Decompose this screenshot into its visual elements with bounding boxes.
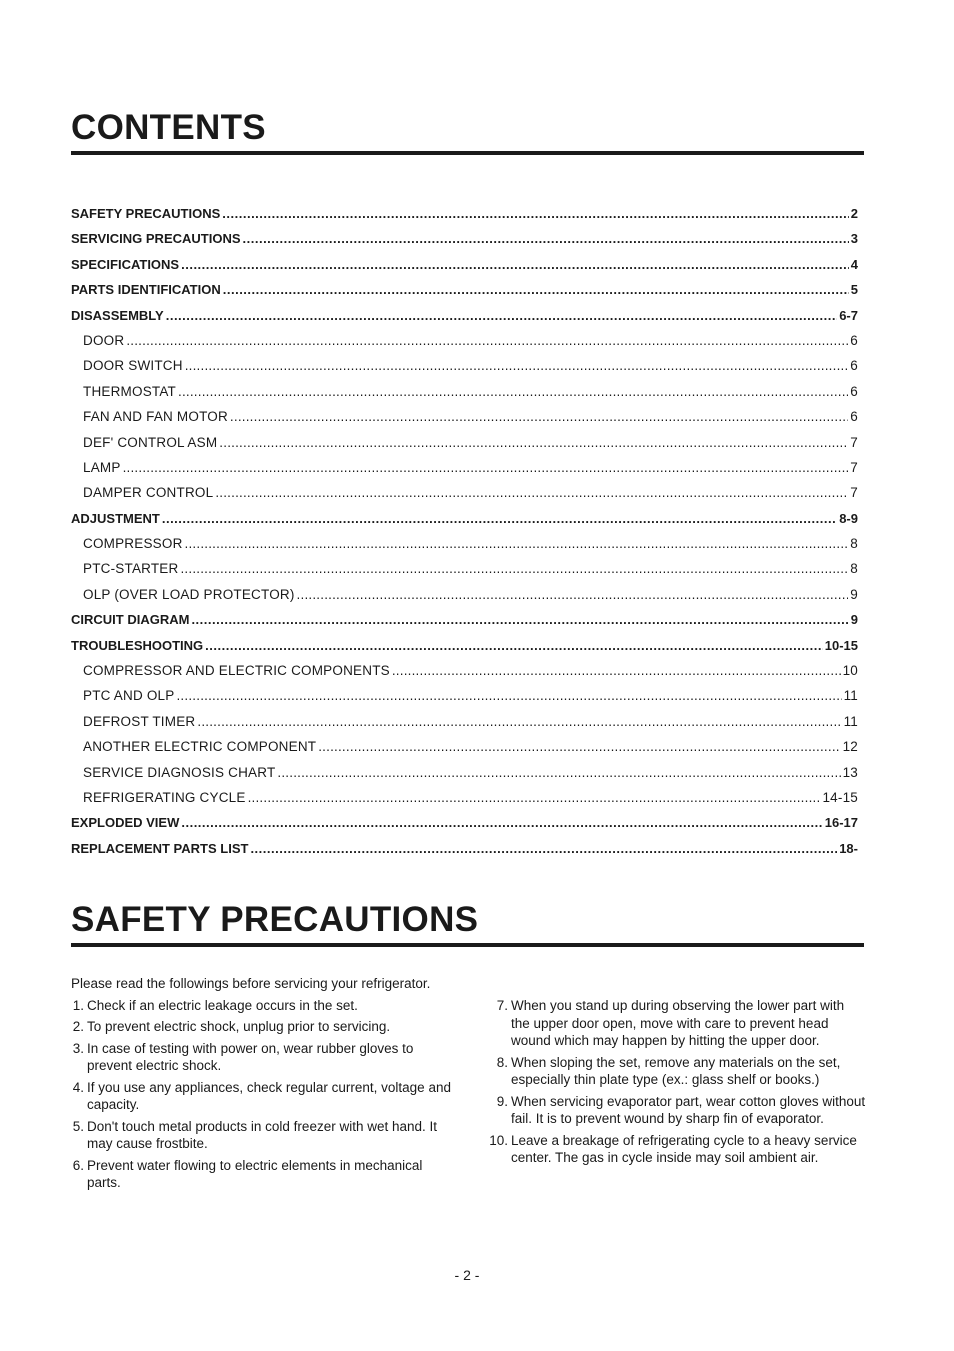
toc-entry-label: COMPRESSOR xyxy=(83,536,183,552)
toc-dot-leader xyxy=(162,511,837,526)
toc-dot-leader xyxy=(205,638,823,653)
safety-item-text: When sloping the set, remove any materials on the set, especially thin plate type (ex.: glass shelf or books.) xyxy=(511,1054,841,1087)
toc-entry-page: 8 xyxy=(850,561,858,577)
toc-entry xyxy=(71,460,858,485)
safety-item-number: 10. xyxy=(489,1132,508,1148)
toc-entry-page: 11 xyxy=(843,688,858,704)
toc-entry-label: DOOR xyxy=(83,332,125,348)
toc-entry xyxy=(71,841,858,866)
toc-entry-page: 18- xyxy=(839,840,858,856)
toc-entry-page: 10 xyxy=(842,663,858,679)
toc-entry-page: 6 xyxy=(850,383,858,399)
safety-item xyxy=(71,997,456,1015)
safety-left-column xyxy=(71,975,456,1196)
toc-entry-page: 6 xyxy=(850,358,858,374)
toc-entry-label: OLP (OVER LOAD PROTECTOR) xyxy=(83,586,295,602)
toc-entry-label: ADJUSTMENT xyxy=(71,510,160,526)
safety-item-number: 4. xyxy=(72,1079,84,1095)
toc-entry-label: DAMPER CONTROL xyxy=(83,485,214,501)
safety-item-number: 8. xyxy=(496,1054,508,1070)
toc-entry xyxy=(71,739,858,764)
safety-item xyxy=(71,1040,456,1075)
toc-entry-page: 6 xyxy=(850,409,858,425)
toc-entry-page: 4 xyxy=(850,256,858,272)
toc-dot-leader xyxy=(197,714,841,729)
toc-entry xyxy=(71,485,858,510)
toc-entry-page: 16-17 xyxy=(824,815,858,831)
contents-heading: CONTENTS xyxy=(71,110,864,155)
toc-entry-page: 7 xyxy=(850,459,858,475)
toc-dot-leader xyxy=(223,282,849,297)
toc-dot-leader xyxy=(180,561,848,576)
toc-dot-leader xyxy=(185,358,849,373)
safety-item xyxy=(486,1132,866,1167)
toc-entry-label: SPECIFICATIONS xyxy=(71,256,180,272)
toc-entry xyxy=(71,790,858,815)
toc-entry-label: COMPRESSOR AND ELECTRIC COMPONENTS xyxy=(83,663,390,679)
toc-entry xyxy=(71,815,858,840)
safety-precautions-heading: SAFETY PRECAUTIONS xyxy=(71,902,864,947)
toc-entry-page: 3 xyxy=(850,231,858,247)
toc-entry-page: 6-7 xyxy=(839,307,858,323)
toc-entry-page: 2 xyxy=(850,206,858,221)
toc-entry-page: 8 xyxy=(850,536,858,552)
toc-entry-label: REPLACEMENT PARTS LIST xyxy=(71,840,249,856)
page-number: - 2 - xyxy=(454,1267,480,1283)
safety-item-text: When servicing evaporator part, wear cotton gloves without fail. It is to prevent wound by sharp fin of evaporator. xyxy=(511,1093,866,1126)
toc-dot-leader xyxy=(215,485,848,500)
toc-entry-page: 7 xyxy=(850,434,858,450)
safety-item-text: When you stand up during observing the lower part with the upper door open, move with care to prevent head wound which may happen by hitting the upper door. xyxy=(511,998,845,1048)
safety-item-number: 2. xyxy=(72,1019,84,1034)
toc-entry xyxy=(71,612,858,637)
toc-dot-leader xyxy=(248,790,821,805)
toc-entry-label: TROUBLESHOOTING xyxy=(71,637,204,653)
safety-item-number: 1. xyxy=(72,997,84,1013)
toc-entry xyxy=(71,511,858,536)
toc-entry-label: DOOR SWITCH xyxy=(83,358,183,374)
safety-item xyxy=(486,1093,866,1128)
toc-entry-page: 7 xyxy=(850,485,858,501)
toc-entry xyxy=(71,435,858,460)
toc-entry-label: PTC-STARTER xyxy=(83,561,179,577)
toc-entry-label: REFRIGERATING CYCLE xyxy=(83,789,246,805)
toc-dot-leader xyxy=(191,612,848,627)
safety-item xyxy=(71,1118,456,1153)
toc-dot-leader xyxy=(243,231,849,246)
toc-entry-label: SAFETY PRECAUTIONS xyxy=(71,206,221,221)
toc-entry-page: 9 xyxy=(850,612,858,628)
toc-entry-label: SERVICE DIAGNOSIS CHART xyxy=(83,764,276,780)
toc-entry-label: DEFROST TIMER xyxy=(83,713,196,729)
safety-item-text: To prevent electric shock, unplug prior to servicing. xyxy=(87,1019,391,1034)
toc-entry-label: PARTS IDENTIFICATION xyxy=(71,282,221,298)
toc-dot-leader xyxy=(178,384,848,399)
safety-item-number: 6. xyxy=(72,1157,84,1173)
toc-entry-label: THERMOSTAT xyxy=(83,383,176,399)
safety-item xyxy=(71,1018,456,1036)
toc-entry-page: 12 xyxy=(842,739,858,755)
safety-item xyxy=(71,1079,456,1114)
toc-entry-page: 11 xyxy=(843,713,858,729)
toc-dot-leader xyxy=(219,435,848,450)
table-of-contents xyxy=(71,206,858,866)
toc-entry-page: 5 xyxy=(850,282,858,298)
toc-entry-label: PTC AND OLP xyxy=(83,688,175,704)
toc-dot-leader xyxy=(277,765,840,780)
safety-item-text: Check if an electric leakage occurs in the set. xyxy=(87,997,358,1013)
toc-entry xyxy=(71,282,858,307)
toc-entry xyxy=(71,206,858,231)
toc-entry-label: CIRCUIT DIAGRAM xyxy=(71,612,190,628)
safety-list-right xyxy=(486,997,866,1167)
toc-dot-leader xyxy=(176,688,841,703)
safety-item-number: 5. xyxy=(72,1118,84,1134)
toc-entry xyxy=(71,663,858,688)
safety-intro: Please read the followings before servicing your refrigerator. xyxy=(71,976,431,991)
toc-entry xyxy=(71,257,858,282)
safety-item-number: 7. xyxy=(496,998,508,1013)
safety-item xyxy=(486,997,866,1050)
toc-dot-leader xyxy=(181,257,849,272)
safety-item-text: Prevent water flowing to electric elements in mechanical parts. xyxy=(87,1157,423,1190)
toc-entry-page: 10-15 xyxy=(824,637,858,653)
safety-item-text: If you use any appliances, check regular current, voltage and capacity. xyxy=(87,1079,451,1112)
toc-entry-label: FAN AND FAN MOTOR xyxy=(83,409,228,425)
safety-list-left xyxy=(71,997,456,1192)
safety-item-number: 3. xyxy=(72,1040,84,1056)
toc-dot-leader xyxy=(230,409,848,424)
safety-item-text: Leave a breakage of refrigerating cycle to a heavy service center. The gas in cycle inside may soil ambient air. xyxy=(511,1132,857,1165)
toc-entry-label: LAMP xyxy=(83,459,121,475)
toc-entry-page: 8-9 xyxy=(839,510,858,526)
toc-entry xyxy=(71,587,858,612)
safety-item xyxy=(71,1157,456,1192)
toc-entry xyxy=(71,561,858,586)
toc-entry xyxy=(71,308,858,333)
toc-entry-label: DISASSEMBLY xyxy=(71,307,164,323)
safety-right-column xyxy=(486,997,866,1171)
toc-entry-page: 9 xyxy=(850,586,858,602)
toc-entry xyxy=(71,231,858,256)
toc-dot-leader xyxy=(222,206,848,221)
toc-entry-label: SERVICING PRECAUTIONS xyxy=(71,231,241,247)
toc-dot-leader xyxy=(250,841,837,856)
toc-entry xyxy=(71,333,858,358)
toc-dot-leader xyxy=(166,308,837,323)
toc-dot-leader xyxy=(185,536,849,551)
toc-entry xyxy=(71,409,858,434)
toc-entry xyxy=(71,358,858,383)
toc-dot-leader xyxy=(318,739,840,754)
toc-dot-leader xyxy=(126,333,848,348)
toc-dot-leader xyxy=(123,460,849,475)
toc-entry-page: 13 xyxy=(842,764,858,780)
safety-item-text: Don't touch metal products in cold freezer with wet hand. It may cause frostbite. xyxy=(87,1118,438,1151)
toc-entry-page: 14-15 xyxy=(822,789,858,805)
toc-entry xyxy=(71,638,858,663)
toc-entry xyxy=(71,714,858,739)
safety-item-number: 9. xyxy=(496,1093,508,1109)
toc-entry xyxy=(71,765,858,790)
toc-entry-label: ANOTHER ELECTRIC COMPONENT xyxy=(83,739,317,755)
toc-entry-page: 6 xyxy=(850,332,858,348)
toc-entry xyxy=(71,688,858,713)
toc-dot-leader xyxy=(181,815,822,830)
toc-entry-label: DEF' CONTROL ASM xyxy=(83,434,218,450)
toc-entry xyxy=(71,536,858,561)
toc-entry-label: EXPLODED VIEW xyxy=(71,815,180,831)
safety-item xyxy=(486,1054,866,1089)
toc-dot-leader xyxy=(392,663,841,678)
toc-entry xyxy=(71,384,858,409)
toc-dot-leader xyxy=(297,587,849,602)
safety-item-text: In case of testing with power on, wear rubber gloves to prevent electric shock. xyxy=(87,1040,414,1073)
